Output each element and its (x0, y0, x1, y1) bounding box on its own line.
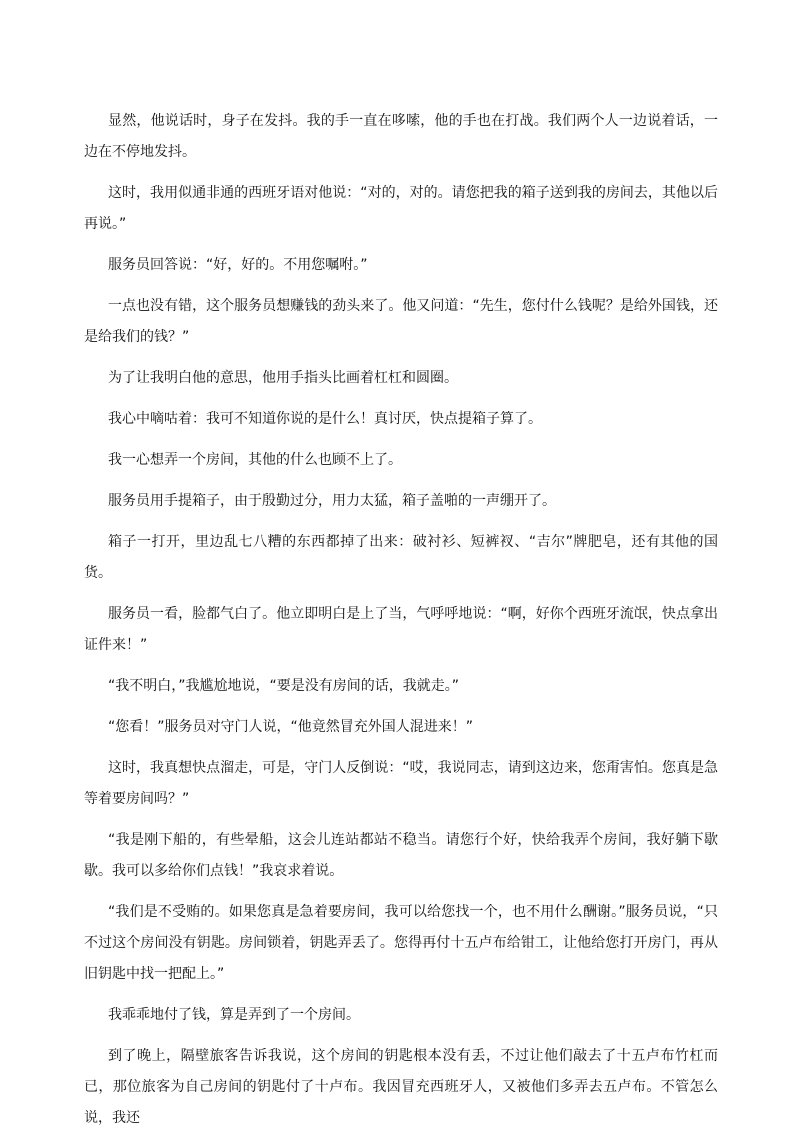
paragraph: 这时，我用似通非通的西班牙语对他说：“对的，对的。请您把我的箱子送到我的房间去，其他以后再说。” (84, 185, 718, 232)
paragraph: 为了让我明白他的意思，他用手指头比画着杠杠和圆圈。 (108, 370, 458, 386)
paragraph: 我一心想弄一个房间，其他的什么也顾不上了。 (108, 452, 402, 468)
paragraph: 服务员回答说：“好，好的。不用您嘱咐。” (108, 257, 368, 273)
paragraph: 这时，我真想快点溜走，可是，守门人反倒说：“哎，我说同志，请到这边来，您甭害怕。您真是急等着要房间吗？” (84, 760, 718, 807)
document-body (84, 106, 718, 1144)
paragraph: 一点也没有错，这个服务员想赚钱的劲头来了。他又问道：“先生，您付什么钱呢？是给外国钱，还是给我们的钱？” (84, 298, 718, 345)
paragraph: “我们是不受贿的。如果您真是急着要房间，我可以给您找一个，也不用什么酬谢。”服务员说，“只不过这个房间没有钥匙。房间锁着，钥匙弄丢了。您得再付十五卢布给钳工，让他给您打开房门，再从旧钥匙中找一把配上。” (84, 904, 718, 982)
paragraph: 服务员用手提箱子，由于殷勤过分，用力太猛，箱子盖啪的一声绷开了。 (108, 493, 556, 509)
paragraph: 箱子一打开，里边乱七八糟的东西都掉了出来：破衬衫、短裤衩、“吉尔”牌肥皂，还有其他的国货。 (84, 534, 718, 581)
paragraph: 我心中嘀咕着：我可不知道你说的是什么！真讨厌，快点提箱子算了。 (108, 411, 542, 427)
paragraph: “我是刚下船的，有些晕船，这会儿连站都站不稳当。请您行个好，快给我弄个房间，我好躺下歇歇。我可以多给你们点钱！”我哀求着说。 (84, 832, 718, 879)
paragraph: 到了晚上，隔壁旅客告诉我说，这个房间的钥匙根本没有丢，不过让他们敲去了十五卢布竹杠而已，那位旅客为自己房间的钥匙付了十卢布。我因冒充西班牙人，又被他们多弄去五卢布。不管怎么说，我还 (84, 1048, 718, 1126)
paragraph: 服务员一看，脸都气白了。他立即明白是上了当，气呼呼地说：“啊，好你个西班牙流氓，快点拿出证件来！” (84, 606, 718, 653)
paragraph: 显然，他说话时，身子在发抖。我的手一直在哆嗦，他的手也在打战。我们两个人一边说着话，一边在不停地发抖。 (84, 113, 718, 160)
paragraph: “我不明白，”我尴尬地说，“要是没有房间的话，我就走。” (108, 678, 460, 694)
paragraph: “您看！”服务员对守门人说，“他竟然冒充外国人混进来！” (108, 719, 474, 735)
paragraph: 我乖乖地付了钱，算是弄到了一个房间。 (108, 1007, 360, 1023)
